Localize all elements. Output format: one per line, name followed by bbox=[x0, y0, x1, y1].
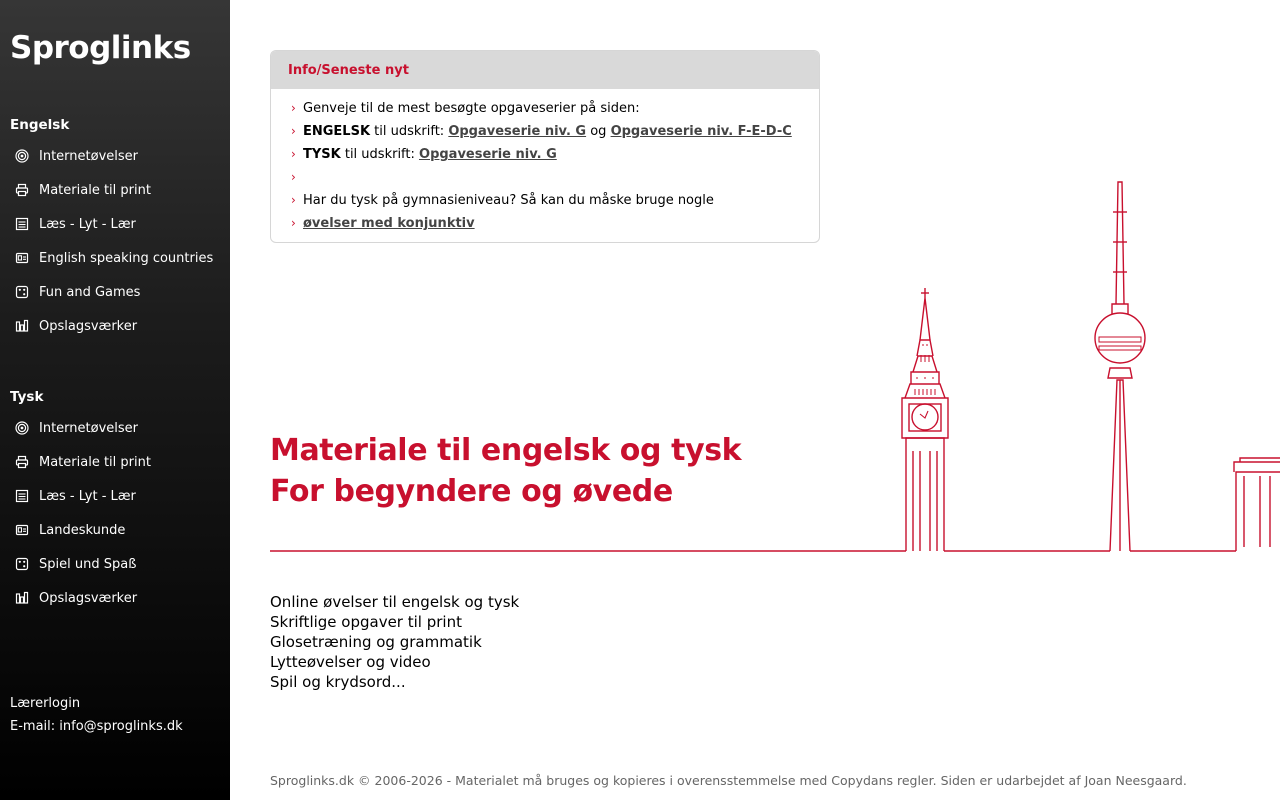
feature-item: Spil og krydsord... bbox=[270, 673, 406, 691]
engelsk-opgaveserie-fedc-link[interactable]: Opgaveserie niv. F-E-D-C bbox=[610, 124, 792, 139]
teacher-login-link[interactable]: Lærerlogin bbox=[10, 696, 81, 711]
site-logo[interactable]: Sproglinks bbox=[10, 30, 191, 66]
sidebar bbox=[0, 0, 230, 800]
feature-item: Online øvelser til engelsk og tysk bbox=[270, 593, 520, 611]
sidebar-item-label: Læs - Lyt - Lær bbox=[39, 216, 136, 232]
dice-icon bbox=[15, 557, 29, 571]
feature-item: Glosetræning og grammatik bbox=[270, 633, 482, 651]
sidebar-item-landeskunde[interactable] bbox=[0, 513, 230, 547]
chevron-right-icon: › bbox=[291, 101, 296, 115]
nav-list-tysk bbox=[0, 411, 230, 615]
passport-icon bbox=[15, 523, 29, 537]
sidebar-item-label: Spiel und Spaß bbox=[39, 556, 137, 572]
info-line: Har du tysk på gymnasieniveau? Så kan du måske bruge nogle bbox=[303, 193, 714, 208]
email-line bbox=[10, 719, 183, 734]
info-label-tysk: TYSK bbox=[303, 147, 341, 162]
chevron-right-icon: › bbox=[291, 124, 296, 138]
sidebar-item-label: Fun and Games bbox=[39, 284, 141, 300]
info-text: til udskrift: bbox=[340, 147, 420, 162]
konjunktiv-link[interactable]: øvelser med konjunktiv bbox=[303, 216, 475, 231]
sidebar-item-engelsk-internetovelser[interactable] bbox=[0, 139, 230, 173]
nav-list-engelsk bbox=[0, 139, 230, 343]
info-box-title: Info/Seneste nyt bbox=[271, 51, 819, 89]
bar-chart-icon bbox=[15, 591, 29, 605]
info-label-engelsk: ENGELSK bbox=[303, 124, 371, 139]
sidebar-item-english-speaking-countries[interactable] bbox=[0, 241, 230, 275]
sidebar-item-spiel-und-spass[interactable] bbox=[0, 547, 230, 581]
hero-heading bbox=[270, 430, 741, 512]
sidebar-item-engelsk-print[interactable] bbox=[0, 173, 230, 207]
chevron-right-icon: › bbox=[291, 147, 296, 161]
printer-icon bbox=[15, 183, 29, 197]
section-heading-tysk: Tysk bbox=[10, 389, 44, 405]
sidebar-item-label: Landeskunde bbox=[39, 522, 126, 538]
sidebar-item-engelsk-opslagsvaerker[interactable] bbox=[0, 309, 230, 343]
copyright-footer: Sproglinks.dk © 2006-2026 - Materialet må bruges og kopieres i overensstemmelse med Copydans regler. Siden er udarbejdet af Joan Neesgaard. bbox=[270, 773, 1187, 788]
passport-icon bbox=[15, 251, 29, 265]
info-text: og bbox=[586, 124, 611, 139]
section-heading-engelsk: Engelsk bbox=[10, 117, 70, 133]
email-link[interactable]: info@sproglinks.dk bbox=[59, 719, 183, 734]
sidebar-item-tysk-print[interactable] bbox=[0, 445, 230, 479]
hero-line-1: Materiale til engelsk og tysk bbox=[270, 433, 742, 468]
sidebar-item-label: Internetøvelser bbox=[39, 420, 138, 436]
hero-line-2: For begyndere og øvede bbox=[270, 474, 673, 509]
engelsk-opgaveserie-g-link[interactable]: Opgaveserie niv. G bbox=[448, 124, 587, 139]
list-item bbox=[271, 97, 819, 120]
info-text: til udskrift: bbox=[370, 124, 449, 139]
sidebar-item-label: Materiale til print bbox=[39, 454, 151, 470]
chevron-right-icon: › bbox=[291, 170, 296, 184]
sidebar-item-label: Læs - Lyt - Lær bbox=[39, 488, 136, 504]
list-item bbox=[271, 120, 819, 143]
document-icon bbox=[15, 217, 29, 231]
chevron-right-icon: › bbox=[291, 216, 296, 230]
sidebar-item-tysk-opslagsvaerker[interactable] bbox=[0, 581, 230, 615]
sidebar-item-tysk-internetovelser[interactable] bbox=[0, 411, 230, 445]
sidebar-item-engelsk-laes-lyt-laer[interactable] bbox=[0, 207, 230, 241]
list-item bbox=[271, 143, 819, 166]
document-icon bbox=[15, 489, 29, 503]
chevron-right-icon: › bbox=[291, 193, 296, 207]
sidebar-item-label: English speaking countries bbox=[39, 250, 214, 266]
sidebar-item-label: Opslagsværker bbox=[39, 318, 138, 334]
sidebar-item-label: Internetøvelser bbox=[39, 148, 138, 164]
sidebar-item-label: Opslagsværker bbox=[39, 590, 138, 606]
sidebar-item-label: Materiale til print bbox=[39, 182, 151, 198]
sidebar-item-fun-and-games[interactable] bbox=[0, 275, 230, 309]
tysk-opgaveserie-g-link[interactable]: Opgaveserie niv. G bbox=[419, 147, 557, 162]
info-line: Genveje til de mest besøgte opgaveserier på siden: bbox=[303, 101, 640, 116]
target-icon bbox=[15, 149, 29, 163]
email-label: E-mail: bbox=[10, 719, 56, 734]
feature-item: Lytteøvelser og video bbox=[270, 653, 431, 671]
printer-icon bbox=[15, 455, 29, 469]
bar-chart-icon bbox=[15, 319, 29, 333]
target-icon bbox=[15, 421, 29, 435]
feature-list bbox=[270, 592, 519, 692]
feature-item: Skriftlige opgaver til print bbox=[270, 613, 462, 631]
dice-icon bbox=[15, 285, 29, 299]
main-content bbox=[230, 0, 1280, 800]
sidebar-item-tysk-laes-lyt-laer[interactable] bbox=[0, 479, 230, 513]
